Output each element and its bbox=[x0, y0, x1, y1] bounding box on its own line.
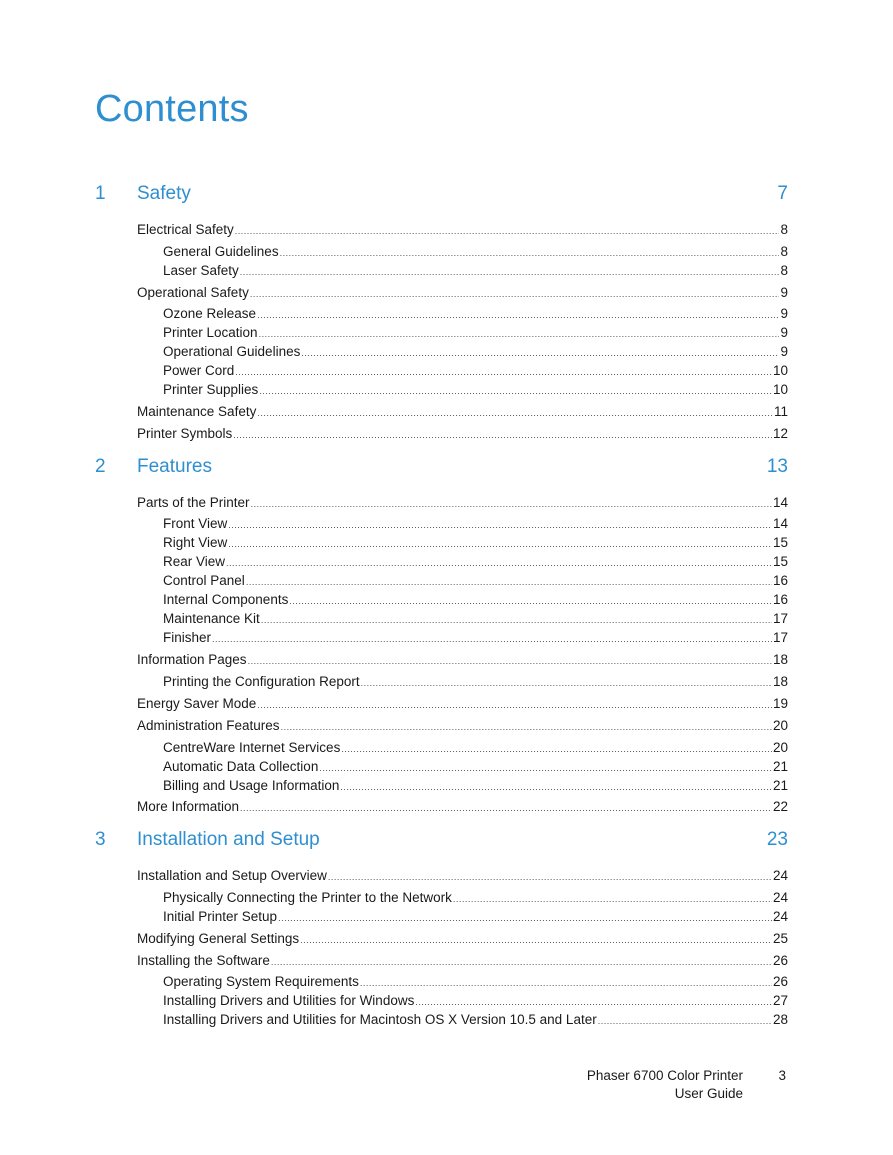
toc-entry-page: 24 bbox=[772, 909, 788, 924]
chapter-page: 23 bbox=[766, 829, 788, 850]
footer-product-info bbox=[587, 1067, 743, 1103]
toc-entry-printer-symbols[interactable] bbox=[137, 425, 788, 443]
toc-entry-drivers-macintosh[interactable] bbox=[163, 1011, 788, 1029]
toc-entry-power-cord[interactable] bbox=[163, 362, 788, 380]
chapter-title: Installation and Setup bbox=[137, 829, 320, 850]
toc-entry-installation-setup-overview[interactable] bbox=[137, 867, 788, 885]
toc-entry-text: Installing Drivers and Utilities for Windows bbox=[163, 993, 415, 1008]
toc-entry-os-requirements[interactable] bbox=[163, 973, 788, 991]
dot-leader bbox=[251, 495, 772, 513]
toc-entry-text: Operating System Requirements bbox=[163, 974, 359, 989]
toc-entry-text: Physically Connecting the Printer to the Network bbox=[163, 890, 452, 905]
toc-entry-text: Maintenance Safety bbox=[137, 404, 257, 419]
toc-entry-initial-printer-setup[interactable] bbox=[163, 908, 788, 926]
dot-leader bbox=[300, 931, 772, 949]
toc-entry-text: Power Cord bbox=[163, 363, 235, 378]
toc-entry-text: Maintenance Kit bbox=[163, 611, 260, 626]
toc-entry-page: 8 bbox=[780, 222, 788, 237]
dot-leader bbox=[261, 611, 772, 629]
toc-entry-automatic-data-collection[interactable] bbox=[163, 758, 788, 776]
toc-entry-text: General Guidelines bbox=[163, 244, 279, 259]
toc-entry-page: 14 bbox=[772, 516, 788, 531]
toc-entry-page: 26 bbox=[772, 953, 788, 968]
toc-entry-page: 10 bbox=[772, 382, 788, 397]
toc-entry-text: Printer Symbols bbox=[137, 426, 233, 441]
toc-entry-laser-safety[interactable] bbox=[163, 262, 788, 280]
footer-product-name: Phaser 6700 Color Printer bbox=[586, 1068, 743, 1083]
toc-entry-maintenance-safety[interactable] bbox=[137, 403, 788, 421]
chapter-title: Features bbox=[137, 456, 212, 477]
toc-entry-physically-connecting[interactable] bbox=[163, 889, 788, 907]
toc-entry-text: Electrical Safety bbox=[137, 222, 234, 237]
toc-entry-page: 24 bbox=[772, 868, 788, 883]
dot-leader bbox=[340, 778, 772, 796]
toc-entry-parts-of-the-printer[interactable] bbox=[137, 494, 788, 512]
toc-entry-text: Automatic Data Collection bbox=[163, 759, 319, 774]
toc-entry-page: 8 bbox=[780, 244, 788, 259]
toc-entry-control-panel[interactable] bbox=[163, 572, 788, 590]
dot-leader bbox=[257, 696, 772, 714]
dot-leader bbox=[240, 263, 780, 281]
toc-entry-administration-features[interactable] bbox=[137, 717, 788, 735]
dot-leader bbox=[360, 974, 772, 992]
toc-entry-drivers-windows[interactable] bbox=[163, 992, 788, 1010]
toc-entry-electrical-safety[interactable] bbox=[137, 221, 788, 239]
toc-entry-text: Installation and Setup Overview bbox=[137, 868, 327, 883]
chapter-heading-safety[interactable] bbox=[95, 183, 788, 209]
dot-leader bbox=[271, 953, 772, 971]
toc-entry-page: 12 bbox=[772, 426, 788, 441]
toc-entry-page: 18 bbox=[772, 674, 788, 689]
dot-leader bbox=[235, 363, 772, 381]
toc-entry-page: 9 bbox=[780, 325, 788, 340]
chapter-number: 1 bbox=[95, 183, 106, 204]
dot-leader bbox=[453, 890, 772, 908]
toc-entry-page: 11 bbox=[773, 404, 788, 419]
footer-page-number: 3 bbox=[778, 1068, 786, 1083]
toc-entry-text: Printer Location bbox=[163, 325, 258, 340]
toc-entry-text: Control Panel bbox=[163, 573, 245, 588]
toc-entry-modifying-general-settings[interactable] bbox=[137, 930, 788, 948]
dot-leader bbox=[361, 674, 772, 692]
toc-entry-rear-view[interactable] bbox=[163, 553, 788, 571]
toc-entry-page: 27 bbox=[772, 993, 788, 1008]
toc-entry-page: 15 bbox=[772, 535, 788, 550]
toc-entry-centreware-internet-services[interactable] bbox=[163, 739, 788, 757]
toc-entry-text: Operational Guidelines bbox=[163, 344, 301, 359]
page-title: Contents bbox=[95, 88, 249, 130]
toc-entry-text: Initial Printer Setup bbox=[163, 909, 278, 924]
dot-leader bbox=[281, 718, 772, 736]
dot-leader bbox=[257, 306, 779, 324]
toc-entry-page: 19 bbox=[772, 696, 788, 711]
dot-leader bbox=[328, 868, 772, 886]
toc-entry-page: 28 bbox=[772, 1012, 788, 1027]
dot-leader bbox=[301, 344, 779, 362]
toc-entry-general-guidelines[interactable] bbox=[163, 243, 788, 261]
toc-entry-text: More Information bbox=[137, 799, 240, 814]
dot-leader bbox=[289, 592, 772, 610]
chapter-heading-features[interactable] bbox=[95, 456, 788, 482]
chapter-title: Safety bbox=[137, 183, 191, 204]
toc-entry-printer-supplies[interactable] bbox=[163, 381, 788, 399]
toc-entry-page: 25 bbox=[772, 931, 788, 946]
toc-entry-text: Energy Saver Mode bbox=[137, 696, 257, 711]
toc-entry-text: Modifying General Settings bbox=[137, 931, 300, 946]
toc-entry-text: Front View bbox=[163, 516, 228, 531]
toc-entry-text: Installing Drivers and Utilities for Macintosh OS X Version 10.5 and Later bbox=[163, 1012, 597, 1027]
dot-leader bbox=[235, 222, 780, 240]
dot-leader bbox=[250, 285, 780, 303]
dot-leader bbox=[233, 426, 772, 444]
dot-leader bbox=[240, 799, 772, 817]
dot-leader bbox=[259, 325, 780, 343]
toc-entry-operational-safety[interactable] bbox=[137, 284, 788, 302]
dot-leader bbox=[226, 554, 772, 572]
toc-entry-text: Parts of the Printer bbox=[137, 495, 250, 510]
chapter-number: 3 bbox=[95, 829, 106, 850]
toc-entry-page: 20 bbox=[772, 718, 788, 733]
toc-entry-page: 24 bbox=[772, 890, 788, 905]
dot-leader bbox=[280, 244, 780, 262]
toc-entry-text: Ozone Release bbox=[163, 306, 257, 321]
toc-entry-page: 9 bbox=[780, 306, 788, 321]
toc-entry-finisher[interactable] bbox=[163, 629, 788, 647]
toc-entry-page: 22 bbox=[772, 799, 788, 814]
toc-entry-text: Billing and Usage Information bbox=[163, 778, 340, 793]
toc-entry-ozone-release[interactable] bbox=[163, 305, 788, 323]
toc-entry-text: Printing the Configuration Report bbox=[163, 674, 360, 689]
dot-leader bbox=[212, 630, 772, 648]
toc-entry-printer-location[interactable] bbox=[163, 324, 788, 342]
toc-entry-text: Information Pages bbox=[137, 652, 247, 667]
toc-entry-page: 8 bbox=[780, 263, 788, 278]
toc-entry-page: 21 bbox=[772, 759, 788, 774]
toc-entry-front-view[interactable] bbox=[163, 515, 788, 533]
toc-entry-page: 16 bbox=[772, 592, 788, 607]
toc-entry-text: Administration Features bbox=[137, 718, 280, 733]
dot-leader bbox=[278, 909, 772, 927]
footer-guide-name: User Guide bbox=[674, 1086, 743, 1101]
toc-entry-right-view[interactable] bbox=[163, 534, 788, 552]
toc-entry-page: 21 bbox=[772, 778, 788, 793]
toc-entry-text: Operational Safety bbox=[137, 285, 249, 300]
toc-entry-text: Right View bbox=[163, 535, 228, 550]
toc-entry-printing-configuration-report[interactable] bbox=[163, 673, 788, 691]
dot-leader bbox=[319, 759, 772, 777]
toc-entry-page: 15 bbox=[772, 554, 788, 569]
toc-entry-text: Rear View bbox=[163, 554, 226, 569]
chapter-heading-installation-setup[interactable] bbox=[95, 829, 788, 855]
toc-entry-page: 18 bbox=[772, 652, 788, 667]
dot-leader bbox=[248, 652, 772, 670]
toc-entry-internal-components[interactable] bbox=[163, 591, 788, 609]
toc-entry-text: Printer Supplies bbox=[163, 382, 259, 397]
toc-entry-text: CentreWare Internet Services bbox=[163, 740, 341, 755]
toc-entry-page: 16 bbox=[772, 573, 788, 588]
toc-entry-information-pages[interactable] bbox=[137, 651, 788, 669]
dot-leader bbox=[257, 404, 773, 422]
toc-entry-operational-guidelines[interactable] bbox=[163, 343, 788, 361]
chapter-page: 7 bbox=[777, 183, 788, 204]
toc-entry-energy-saver-mode[interactable] bbox=[137, 695, 788, 713]
toc-entry-page: 17 bbox=[772, 630, 788, 645]
toc-entry-page: 14 bbox=[772, 495, 788, 510]
dot-leader bbox=[415, 993, 772, 1011]
dot-leader bbox=[598, 1012, 772, 1030]
toc-entry-text: Laser Safety bbox=[163, 263, 239, 278]
dot-leader bbox=[341, 740, 772, 758]
toc-entry-text: Finisher bbox=[163, 630, 212, 645]
dot-leader bbox=[259, 382, 772, 400]
toc-entry-text: Installing the Software bbox=[137, 953, 270, 968]
toc-entry-more-information[interactable] bbox=[137, 798, 788, 816]
toc-entry-page: 26 bbox=[772, 974, 788, 989]
toc-entry-page: 9 bbox=[780, 344, 788, 359]
toc-entry-page: 10 bbox=[772, 363, 788, 378]
dot-leader bbox=[246, 573, 772, 591]
toc-entry-text: Internal Components bbox=[163, 592, 289, 607]
toc-entry-maintenance-kit[interactable] bbox=[163, 610, 788, 628]
toc-entry-page: 17 bbox=[772, 611, 788, 626]
toc-entry-installing-the-software[interactable] bbox=[137, 952, 788, 970]
dot-leader bbox=[228, 535, 772, 553]
chapter-number: 2 bbox=[95, 456, 106, 477]
dot-leader bbox=[228, 516, 772, 534]
toc-entry-billing-usage-information[interactable] bbox=[163, 777, 788, 795]
toc-entry-page: 9 bbox=[780, 285, 788, 300]
toc-entry-page: 20 bbox=[772, 740, 788, 755]
chapter-page: 13 bbox=[766, 456, 788, 477]
